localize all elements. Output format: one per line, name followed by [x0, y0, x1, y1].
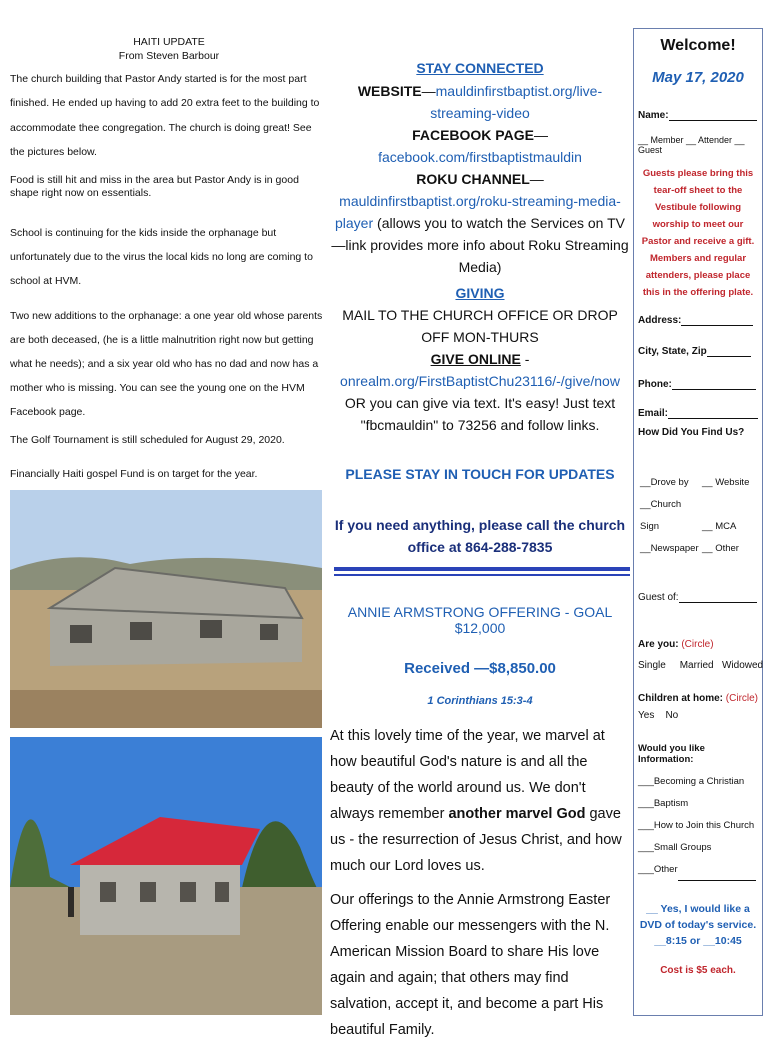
name-label: Name:	[638, 110, 669, 121]
referral-options	[640, 472, 762, 560]
phone-label: Phone:	[638, 379, 672, 390]
give-online-link[interactable]: onrealm.org/FirstBaptistChu23116/-/give/now	[340, 373, 620, 389]
section-divider	[334, 567, 630, 571]
stay-connected-heading: STAY CONNECTED	[416, 60, 544, 76]
info-option[interactable]: ___Becoming a Christian	[638, 776, 745, 787]
guest-of-label: Guest of:	[638, 592, 679, 603]
info-option[interactable]: ___How to Join this Church	[638, 820, 755, 831]
info-options	[638, 771, 762, 881]
option-church-sign[interactable]: __Church Sign	[640, 499, 682, 532]
stay-in-touch-heading: PLEASE STAY IN TOUCH FOR UPDATES	[345, 466, 615, 482]
website-label: WEBSITE	[357, 83, 422, 99]
address-field[interactable]	[681, 315, 753, 326]
are-you-label: Are you:	[638, 639, 679, 650]
section-divider	[334, 574, 630, 576]
text-giving-info: OR you can give via text. It's easy! Just text "fbcmauldin" to 73256 and follow links.	[344, 395, 616, 433]
roku-link[interactable]: mauldinfirstbaptist.org/roku-streaming-media-player	[335, 193, 621, 231]
membership-options[interactable]: __ Member __ Attender __ Guest	[638, 135, 745, 155]
address-label: Address:	[638, 315, 682, 326]
option-website[interactable]: __ Website	[702, 477, 750, 488]
city-field[interactable]	[707, 346, 751, 357]
welcome-heading: Welcome!	[660, 37, 736, 54]
church-building-photo-1	[10, 490, 322, 728]
update-paragraph: The church building that Pastor Andy started is for the most part finished. He ended up having to add 20 extra feet to the building to accommodate thee congregation. The church is doing great! See the pictures below.	[10, 73, 320, 158]
offering-title: ANNIE ARMSTRONG OFFERING - GOAL $12,000	[347, 604, 613, 636]
circle-hint: (Circle)	[725, 693, 759, 704]
website-link[interactable]: mauldinfirstbaptist.org/live-streaming-video	[430, 83, 603, 121]
circle-hint: (Circle)	[681, 639, 714, 650]
annie-armstrong-section	[330, 604, 630, 1043]
option-other[interactable]: __ Other	[702, 543, 739, 554]
city-label: City, State, Zip	[638, 346, 707, 357]
option-no[interactable]: No	[665, 710, 679, 721]
option-widowed[interactable]: Widowed	[721, 660, 764, 671]
roku-note: (allows you to watch the Services on TV—link provides more info about Roku Streaming Media)	[331, 215, 629, 275]
how-find-heading: How Did You Find Us?	[638, 427, 745, 438]
name-field[interactable]	[669, 110, 757, 121]
offering-paragraph: At this lovely time of the year, we marvel at how beautiful God's nature is and all the beauty of the world around us. We don't always remember another marvel God gave us - the resurrection of Jesus Christ, and how much our Lord loves us.	[330, 728, 622, 874]
mail-instructions: MAIL TO THE CHURCH OFFICE OR DROP OFF MON-THURS	[342, 307, 618, 345]
giving-heading: GIVING	[455, 285, 505, 301]
connect-and-giving-section: STAY CONNECTED WEBSITE—mauldinfirstbaptist.org/live-streaming-video FACEBOOK PAGE—facebook.com/firstbaptistmauldin ROKU CHANNEL—mauldinfirstbaptist.org/roku-streaming-media-player (allows you to watch the Services on TV—link provides more info about Roku Streaming Media) GIVING MAIL TO THE CHURCH OFFICE OR DROP OFF MON-THURS GIVE ONLINE - onrealm.org/FirstBaptistChu23116/-/give/now OR you can give via text. It's easy! Just text "fbcmauldin" to 73256 and follow links. PLEASE STAY IN TOUCH FOR UPDATES If you need anything, please call the church office at 864-288-7835	[330, 60, 630, 558]
option-single[interactable]: Single	[638, 660, 666, 671]
guest-of-field[interactable]	[679, 592, 757, 603]
guest-instructions: Guests please bring this tear-off sheet to the Vestibule following worship to meet our Pastor and receive a gift. Members and regular attenders, please place this in the offering plate.	[641, 168, 755, 298]
dvd-service-times[interactable]: __8:15 or __10:45	[654, 935, 742, 947]
info-option[interactable]: ___Baptism	[638, 798, 689, 809]
facebook-link[interactable]: facebook.com/firstbaptistmauldin	[378, 149, 582, 165]
haiti-update-title: HAITI UPDATE	[133, 36, 205, 48]
info-heading: Would you like Information:	[638, 743, 705, 765]
service-date: May 17, 2020	[652, 69, 744, 86]
email-field[interactable]	[668, 408, 758, 419]
give-online-label: GIVE ONLINE	[430, 351, 521, 367]
option-married[interactable]: Married	[679, 660, 714, 671]
update-paragraph: Food is still hit and miss in the area but Pastor Andy is in good shape right now on essentials.	[10, 173, 299, 200]
option-yes[interactable]: Yes	[638, 710, 655, 721]
update-paragraph: School is continuing for the kids inside the orphanage but unfortunately due to the virus the local kids no long are coming to school at HVM.	[10, 227, 313, 288]
option-mca[interactable]: __ MCA	[702, 521, 737, 532]
phone-field[interactable]	[672, 379, 756, 390]
email-label: Email:	[638, 408, 669, 419]
haiti-update-byline: From Steven Barbour	[118, 49, 220, 62]
update-paragraph: Financially Haiti gospel Fund is on target for the year.	[10, 467, 258, 480]
info-option[interactable]: ___Other	[638, 864, 678, 875]
scripture-reference: 1 Corinthians 15:3-4	[427, 695, 533, 707]
contact-office-note: If you need anything, please call the church office at 864-288-7835	[334, 517, 626, 555]
option-newspaper[interactable]: __Newspaper	[640, 543, 699, 554]
facebook-label: FACEBOOK PAGE	[412, 127, 534, 143]
info-other-field[interactable]	[678, 870, 756, 881]
option-drove-by[interactable]: __Drove by	[640, 477, 689, 488]
church-building-photo-2	[10, 737, 322, 1015]
info-option[interactable]: ___Small Groups	[638, 842, 712, 853]
roku-label: ROKU CHANNEL	[416, 171, 530, 187]
welcome-card	[633, 28, 763, 1016]
dvd-request[interactable]: __ Yes, I would like a DVD of today's service.	[639, 903, 757, 931]
update-paragraph: The Golf Tournament is still scheduled for August 29, 2020.	[10, 434, 285, 447]
offering-paragraph: Our offerings to the Annie Armstrong Easter Offering enable our messengers with the N. American Mission Board to share His love again and again; that others may find salvation, accept it, and become a part His beautiful Family.	[330, 892, 611, 1038]
update-paragraph: Two new additions to the orphanage: a one year old whose parents are both deceased, (he is a little malnutrition right now but getting what he needs); and a six year old who has no dad and now has a mother who is missing. You can see the young one on the HVM Facebook page.	[10, 309, 323, 419]
offering-received: Received —$8,850.00	[404, 660, 556, 677]
children-label: Children at home:	[638, 693, 724, 704]
dvd-cost: Cost is $5 each.	[660, 965, 736, 976]
